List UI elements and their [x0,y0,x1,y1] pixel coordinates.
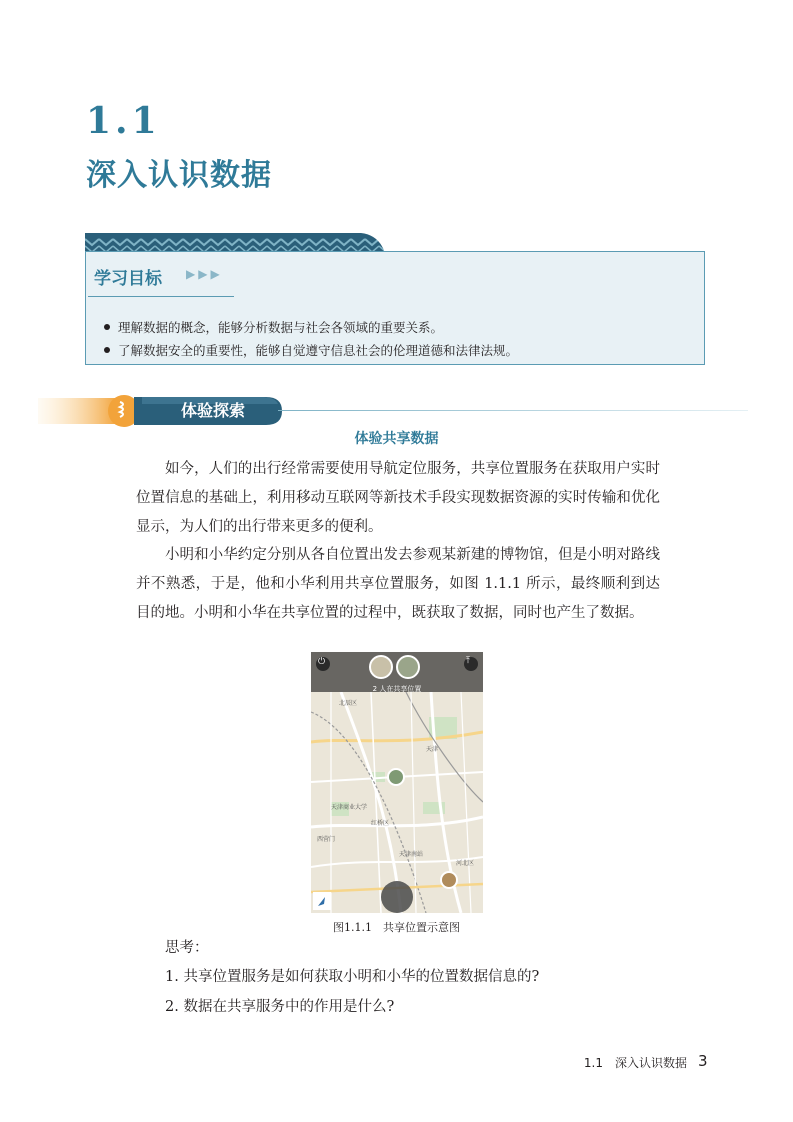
question-item: 2. 数据在共享服务中的作用是什么? [165,999,395,1015]
map-label: 北辰区 [339,700,358,707]
explore-banner [38,394,718,428]
objective-item: 了解数据安全的重要性，能够自觉遵守信息社会的伦理道德和法律法规。 [118,343,519,358]
map-label: 河北区 [456,860,475,867]
map-label: 天津商业大学 [331,804,368,811]
page-number: 3 [698,1052,708,1070]
objectives-underline [88,296,234,297]
explore-banner-shape [38,394,283,428]
activity-subtitle: 体验共享数据 [354,431,439,447]
objectives-heading: 学习目标 [94,269,162,289]
figure-caption: 图1.1.1 共享位置示意图 [333,921,460,934]
explore-title: 体验探索 [181,401,246,420]
map-label: 天津 [426,746,439,753]
objectives-banner-decoration [85,233,385,253]
power-icon: ⏻ [318,657,326,667]
upload-icon: ⤒ [466,656,470,666]
footer-section-ref: 1.1 深入认识数据 [583,1056,687,1070]
map-label: 天津南站 [399,851,424,858]
learning-objectives-box [85,251,705,365]
section-number: 1.1 [86,100,161,142]
map-label: 西营门 [317,836,336,843]
section-title: 深入认识数据 [86,158,272,193]
explore-divider [278,410,748,411]
paragraph: 小明和小华约定分别从各自位置出发去参观某新建的博物馆，但是小明对路线并不熟悉，于是，他和小华利用共享位置服务，如图 1.1.1 所示，最终顺利到达目的地。小明和小华在共享位置的过程中，既获取了数据，同时也产生了数据。 [136,547,660,621]
question-item: 1. 共享位置服务是如何获取小明和小华的位置数据信息的? [165,969,540,985]
questions-label: 思考： [165,940,209,956]
map-label: 红桥区 [371,820,390,827]
paragraph: 如今，人们的出行经常需要使用导航定位服务，共享位置服务在获取用户实时位置信息的基础上，利用移动互联网等新技术手段实现数据资源的实时传输和优化显示，为人们的出行带来更多的便利。 [136,461,660,535]
shared-location-map-figure [311,652,483,913]
map-top-label: 2 人在共享位置 [372,685,422,693]
objective-item: 理解数据的概念，能够分析数据与社会各领域的重要关系。 [118,320,444,335]
objectives-arrow-icons: ▶▶▶ [186,267,223,281]
